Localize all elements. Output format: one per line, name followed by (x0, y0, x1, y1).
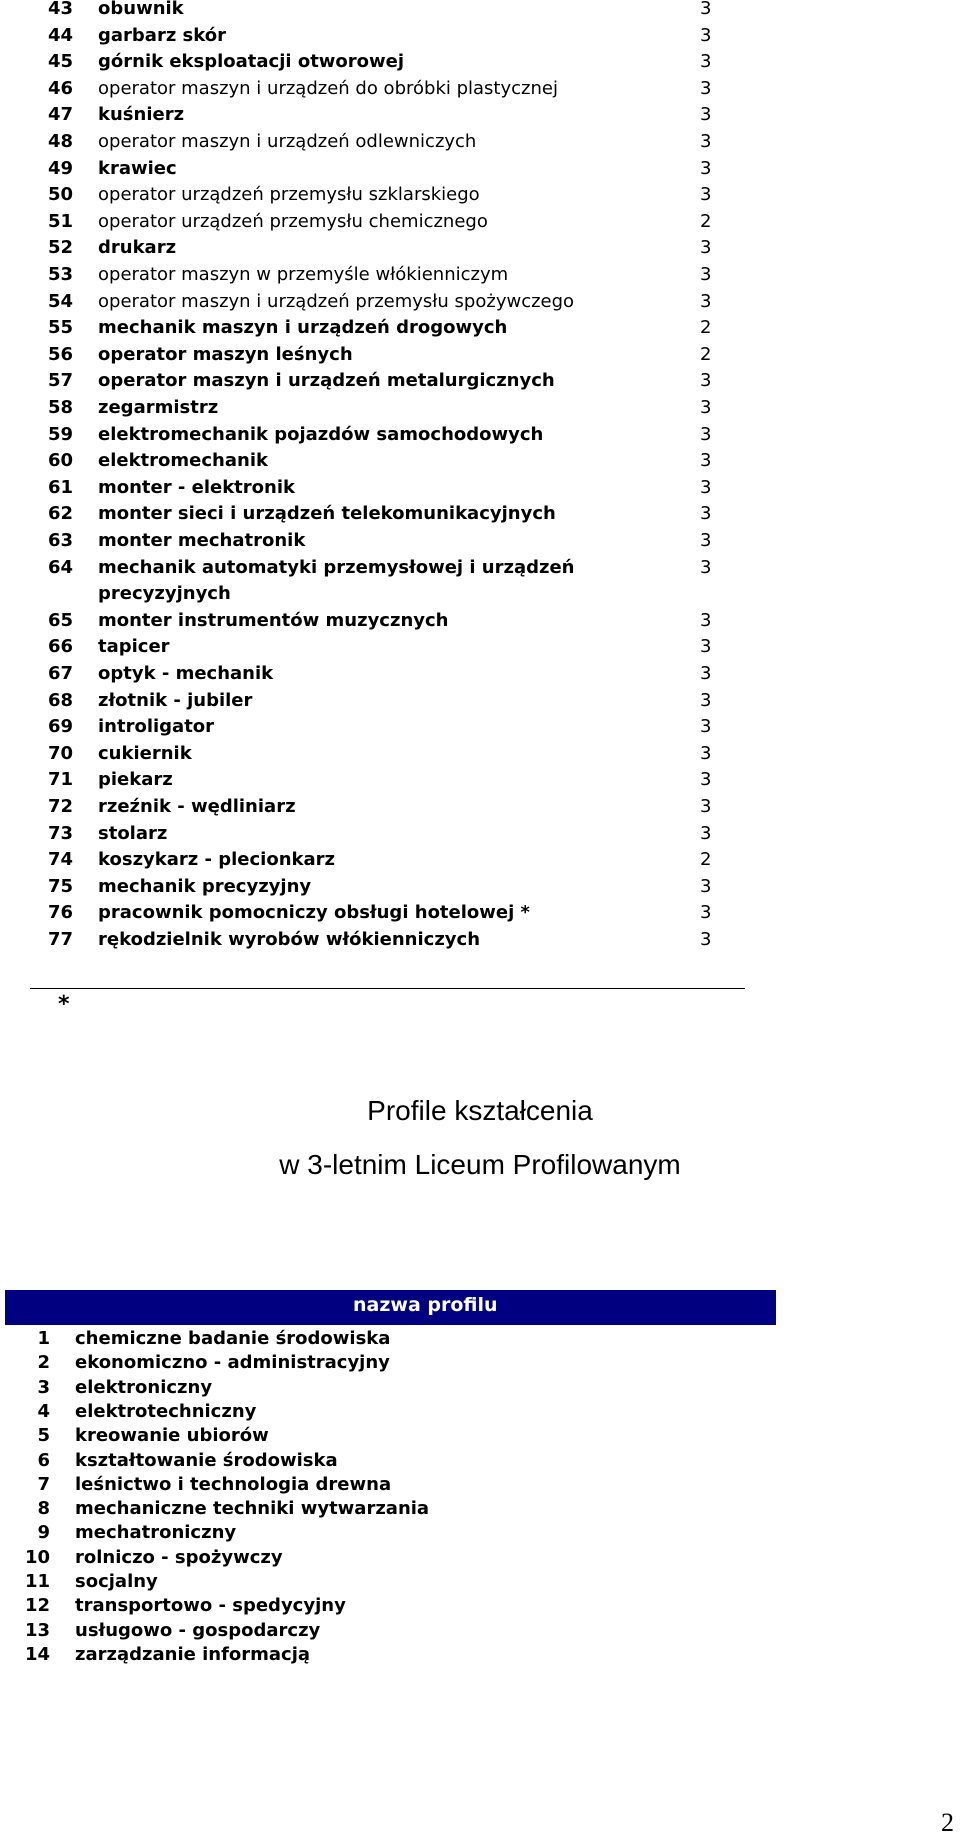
occupation-row (0, 209, 960, 235)
occupation-value: 3 (700, 157, 712, 179)
profile-row (0, 1327, 800, 1351)
occupation-name: koszykarz - plecionkarz (98, 849, 336, 871)
occupation-value: 2 (700, 317, 712, 339)
occupation-value: 3 (700, 370, 712, 392)
occupation-row (0, 262, 960, 288)
profile-name: elektroniczny (75, 1376, 213, 1398)
occupation-value: 3 (700, 875, 712, 897)
occupation-value: 3 (700, 77, 712, 99)
profile-row (0, 1546, 800, 1570)
occupation-value: 3 (700, 423, 712, 445)
occupation-name: mechanik automatyki przemysłowej i urządzeń precyzyjnych (98, 556, 575, 604)
profile-row (0, 1351, 800, 1375)
occupation-value: 2 (700, 210, 712, 232)
profile-row (0, 1424, 800, 1448)
profile-number: 9 (37, 1522, 50, 1544)
occupation-row (0, 0, 960, 22)
profile-number: 7 (37, 1473, 50, 1495)
occupation-name: elektromechanik (98, 450, 268, 472)
occupation-number: 63 (48, 530, 74, 551)
occupation-row (0, 156, 960, 182)
occupation-number: 45 (48, 51, 74, 73)
occupation-number: 71 (48, 769, 74, 791)
occupation-name: introligator (98, 716, 215, 738)
profile-name: transportowo - spedycyjny (75, 1595, 346, 1617)
occupation-name: operator maszyn i urządzeń przemysłu spożywczego (98, 290, 575, 312)
occupation-name: mechanik maszyn i urządzeń drogowych (98, 317, 508, 339)
occupation-number: 43 (48, 0, 74, 19)
occupation-number: 44 (48, 24, 74, 46)
occupation-value: 3 (700, 24, 712, 46)
occupation-row (0, 448, 960, 474)
profile-name: mechaniczne techniki wytwarzania (75, 1498, 430, 1520)
occupation-row (0, 900, 960, 926)
occupation-row (0, 368, 960, 394)
occupation-row (0, 182, 960, 208)
occupation-value: 3 (700, 397, 712, 418)
occupation-name: kuśnierz (98, 104, 185, 126)
occupation-row (0, 688, 960, 714)
occupation-number: 68 (48, 689, 74, 711)
occupation-value: 3 (700, 530, 712, 551)
occupation-number: 46 (48, 77, 74, 99)
profile-row (0, 1497, 800, 1521)
heading-line-1-text: Profile kształcenia (367, 1095, 593, 1126)
occupation-number: 47 (48, 104, 74, 126)
occupation-value: 3 (700, 237, 712, 259)
occupation-row (0, 794, 960, 820)
footnote-divider (30, 988, 745, 989)
occupation-number: 67 (48, 663, 74, 684)
occupation-number: 61 (48, 476, 74, 498)
profile-name: kreowanie ubiorów (75, 1425, 269, 1447)
page-number: 2 (941, 1808, 954, 1837)
occupation-name: tapicer (98, 636, 170, 658)
occupation-value: 3 (700, 131, 712, 152)
profile-number: 8 (37, 1498, 50, 1520)
occupation-value: 3 (700, 51, 712, 73)
occupation-value: 3 (700, 503, 712, 525)
occupation-number: 56 (48, 343, 74, 365)
occupation-value: 3 (700, 796, 712, 817)
occupation-number: 60 (48, 450, 74, 472)
occupation-value: 3 (700, 476, 712, 498)
occupation-row (0, 927, 960, 953)
occupation-row (0, 555, 960, 607)
occupation-value: 3 (700, 663, 712, 684)
occupation-value: 3 (700, 822, 712, 844)
occupation-row (0, 23, 960, 49)
occupation-value: 3 (700, 450, 712, 472)
occupation-number: 57 (48, 370, 74, 392)
profile-name: chemiczne badanie środowiska (75, 1328, 391, 1349)
occupation-row (0, 874, 960, 900)
occupation-number: 70 (48, 742, 74, 764)
occupation-row (0, 528, 960, 554)
occupation-row (0, 102, 960, 128)
occupation-value: 3 (700, 769, 712, 791)
occupation-number: 55 (48, 317, 74, 339)
occupation-name: stolarz (98, 822, 168, 844)
occupation-row (0, 847, 960, 873)
occupation-name: operator maszyn i urządzeń odlewniczych (98, 131, 477, 152)
profile-name: mechatroniczny (75, 1522, 237, 1544)
profile-name: zarządzanie informacją (75, 1643, 311, 1665)
occupation-row (0, 608, 960, 634)
occupation-name: monter sieci i urządzeń telekomunikacyjnych (98, 503, 556, 525)
occupation-row (0, 475, 960, 501)
occupation-value: 3 (700, 742, 712, 764)
occupation-name: obuwnik (98, 0, 184, 19)
profile-number: 1 (37, 1328, 50, 1349)
occupation-value: 3 (700, 716, 712, 738)
occupation-number: 54 (48, 290, 74, 312)
occupation-number: 75 (48, 875, 74, 897)
occupation-name: operator urządzeń przemysłu chemicznego (98, 210, 488, 232)
occupation-number: 69 (48, 716, 74, 738)
profile-name: usługowo - gospodarczy (75, 1619, 321, 1641)
profile-number: 6 (37, 1449, 50, 1471)
occupation-name: piekarz (98, 769, 173, 791)
profile-row (0, 1643, 800, 1667)
occupation-number: 62 (48, 503, 74, 525)
occupation-name: monter instrumentów muzycznych (98, 609, 449, 631)
occupation-number: 53 (48, 264, 74, 285)
profile-number: 2 (37, 1352, 50, 1374)
occupation-value: 2 (700, 343, 712, 365)
occupation-value: 3 (700, 290, 712, 312)
occupation-row (0, 501, 960, 527)
occupation-name: drukarz (98, 237, 177, 259)
profile-row (0, 1473, 800, 1497)
occupation-row (0, 342, 960, 368)
occupation-row (0, 76, 960, 102)
occupation-number: 74 (48, 849, 74, 871)
occupation-row (0, 634, 960, 660)
occupation-name: elektromechanik pojazdów samochodowych (98, 423, 544, 445)
occupation-value: 3 (700, 636, 712, 658)
occupation-number: 48 (48, 131, 74, 152)
occupation-name: rękodzielnik wyrobów włókienniczych (98, 929, 481, 950)
occupation-row (0, 741, 960, 767)
profile-row (0, 1619, 800, 1643)
footnote-marker: * (58, 992, 70, 1017)
profile-name: rolniczo - spożywczy (75, 1546, 283, 1568)
occupation-name: operator maszyn i urządzeń do obróbki plastycznej (98, 77, 558, 99)
profiles-header-label: nazwa profilu (353, 1294, 498, 1316)
occupation-value: 3 (700, 609, 712, 631)
occupation-name: krawiec (98, 157, 177, 179)
occupation-row (0, 235, 960, 261)
occupation-number: 73 (48, 822, 74, 844)
occupation-value: 3 (700, 902, 712, 924)
occupation-number: 64 (48, 556, 74, 578)
occupation-name: zegarmistrz (98, 397, 219, 418)
occupation-number: 50 (48, 184, 74, 206)
occupation-name: mechanik precyzyjny (98, 875, 312, 897)
occupation-value: 3 (700, 104, 712, 126)
profile-number: 4 (37, 1400, 50, 1422)
occupation-value: 3 (700, 264, 712, 285)
occupation-value: 3 (700, 0, 712, 19)
occupation-row (0, 49, 960, 75)
occupation-number: 51 (48, 210, 74, 232)
occupation-number: 77 (48, 929, 74, 950)
profile-number: 14 (24, 1643, 50, 1665)
occupation-name: operator maszyn leśnych (98, 343, 353, 365)
profiles-table-header (5, 1290, 776, 1325)
profile-row (0, 1594, 800, 1618)
heading-line-1 (0, 1095, 960, 1127)
occupation-name: monter mechatronik (98, 530, 306, 551)
profile-number: 13 (24, 1619, 50, 1641)
occupation-number: 66 (48, 636, 74, 658)
occupation-value: 3 (700, 556, 712, 578)
occupation-name: pracownik pomocniczy obsługi hotelowej * (98, 902, 530, 924)
occupation-name: operator maszyn i urządzeń metalurgicznych (98, 370, 555, 392)
occupation-name: rzeźnik - wędliniarz (98, 796, 296, 817)
heading-line-2-text: w 3-letnim Liceum Profilowanym (279, 1149, 681, 1180)
occupation-row (0, 767, 960, 793)
occupation-value: 3 (700, 689, 712, 711)
occupation-row (0, 661, 960, 687)
profile-row (0, 1570, 800, 1594)
occupation-number: 76 (48, 902, 74, 924)
profile-row (0, 1449, 800, 1473)
occupation-name: operator urządzeń przemysłu szklarskiego (98, 184, 480, 206)
occupation-row (0, 821, 960, 847)
occupation-row (0, 714, 960, 740)
occupation-name: garbarz skór (98, 24, 227, 46)
occupation-name: optyk - mechanik (98, 663, 274, 684)
profile-number: 5 (37, 1425, 50, 1447)
profile-number: 11 (24, 1571, 50, 1592)
occupation-row (0, 315, 960, 341)
profile-name: ekonomiczno - administracyjny (75, 1352, 390, 1374)
occupation-number: 72 (48, 796, 74, 817)
profile-number: 3 (37, 1376, 50, 1398)
occupation-number: 52 (48, 237, 74, 259)
occupation-value: 2 (700, 849, 712, 871)
occupation-value: 3 (700, 929, 712, 950)
occupation-value: 3 (700, 184, 712, 206)
occupation-name: cukiernik (98, 742, 192, 764)
occupation-row (0, 129, 960, 155)
profile-name: kształtowanie środowiska (75, 1449, 338, 1471)
occupation-row (0, 395, 960, 421)
occupation-row (0, 289, 960, 315)
occupation-number: 59 (48, 423, 74, 445)
occupation-row (0, 422, 960, 448)
profile-row (0, 1521, 800, 1545)
profile-number: 10 (24, 1546, 50, 1568)
occupation-name: monter - elektronik (98, 476, 295, 498)
heading-line-2 (0, 1149, 960, 1181)
profile-number: 12 (24, 1595, 50, 1617)
profile-row (0, 1376, 800, 1400)
occupation-number: 49 (48, 157, 74, 179)
profile-row (0, 1400, 800, 1424)
profile-name: leśnictwo i technologia drewna (75, 1473, 392, 1495)
occupation-number: 58 (48, 397, 74, 418)
profile-name: socjalny (75, 1571, 158, 1592)
occupation-name: operator maszyn w przemyśle włókienniczym (98, 264, 509, 285)
occupation-name: górnik eksploatacji otworowej (98, 51, 405, 73)
occupation-number: 65 (48, 609, 74, 631)
profile-name: elektrotechniczny (75, 1400, 257, 1422)
occupation-name: złotnik - jubiler (98, 689, 253, 711)
